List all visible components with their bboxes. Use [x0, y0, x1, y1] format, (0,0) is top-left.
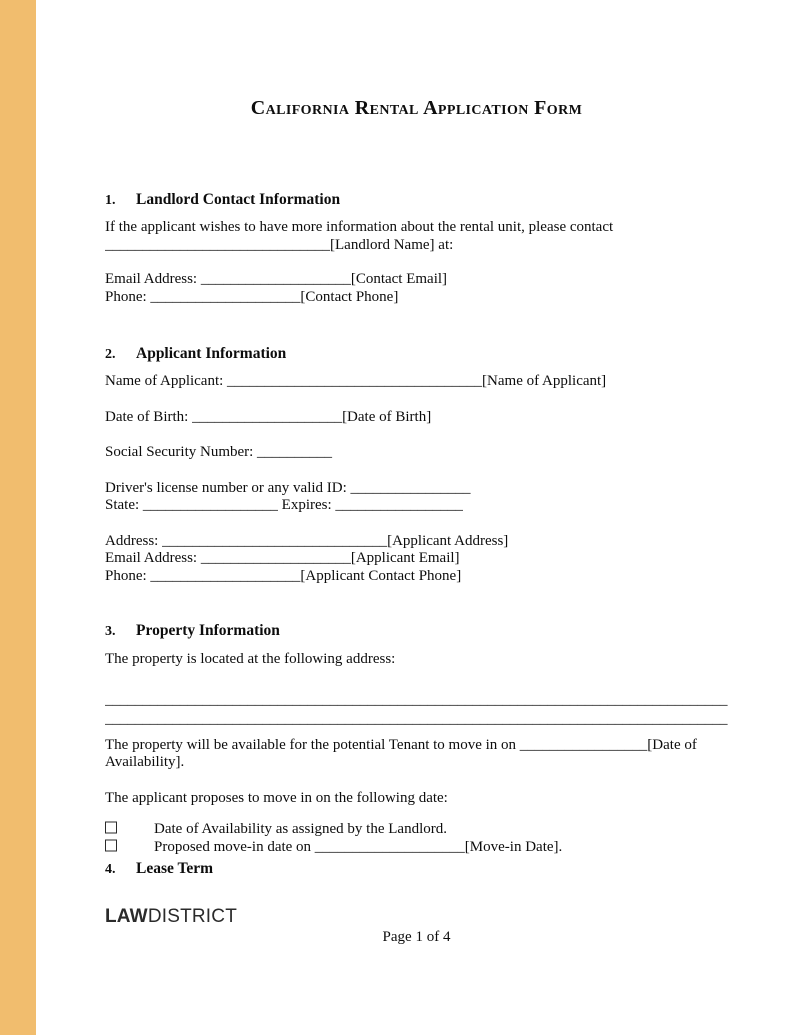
section-2-title: Applicant Information [136, 345, 287, 362]
section-3-number: 3. [105, 624, 116, 639]
document-title: California Rental Application Form [250, 97, 583, 119]
landlord-intro-line-1: If the applicant wishes to have more information about the rental unit, please contact [105, 219, 614, 235]
logo-district-text: DISTRICT [147, 906, 238, 927]
logo-law-text: LAW [105, 906, 148, 927]
page-number: Page 1 of 4 [382, 929, 451, 945]
proposed-date-option-label: Proposed move-in date on ____________________[Move-in Date]. [154, 838, 563, 855]
section-3-heading [105, 621, 728, 641]
applicant-phone-field-line: Phone: ____________________[Applicant Contact Phone] [105, 567, 462, 584]
landlord-email-field-line: Email Address: ____________________[Contact Email] [105, 271, 448, 287]
drivers-license-field-line: Driver's license number or any valid ID: ________________ [105, 479, 471, 496]
left-accent-stripe [0, 0, 36, 1035]
landlord-name-blank-line: ______________________________[Landlord Name] at: [105, 236, 454, 253]
lawdistrict-logo [105, 907, 728, 926]
landlord-contact-block [105, 271, 728, 306]
ssn-field-line: Social Security Number: __________ [105, 444, 333, 460]
applicant-email-field-line: Email Address: ____________________[Applicant Email] [105, 550, 460, 566]
section-1-number: 1. [105, 193, 116, 208]
section-2-number: 2. [105, 347, 116, 362]
availability-option-row [105, 821, 728, 839]
section-1-heading [105, 190, 728, 210]
applicant-address-field-line: Address: ______________________________[Applicant Address] [105, 532, 509, 549]
state-expires-field-line: State: __________________ Expires: _________________ [105, 497, 463, 513]
property-address-blank-line-1: ___________________________________________________________________________________ [105, 691, 728, 708]
section-1-title: Landlord Contact Information [136, 191, 341, 208]
property-address-blank-line-2: ___________________________________________________________________________________ [105, 710, 728, 727]
document-page [36, 0, 800, 1035]
availability-paragraph [105, 737, 728, 772]
availability-line-2: Availability]. [105, 754, 185, 770]
move-in-options-list [105, 821, 728, 856]
section-3-title: Property Information [136, 622, 280, 639]
property-address-blank-lines [105, 691, 728, 729]
section-4-heading [105, 859, 728, 879]
section-4-title: Lease Term [136, 860, 214, 877]
availability-line-1: The property will be available for the potential Tenant to move in on _________________[Date of [105, 736, 697, 753]
applicant-name-field-line: Name of Applicant: __________________________________[Name of Applicant] [105, 373, 607, 389]
proposed-date-option-row [105, 839, 728, 857]
availability-option-label: Date of Availability as assigned by the Landlord. [154, 821, 447, 837]
availability-option-checkbox[interactable] [105, 822, 117, 834]
proposed-date-option-checkbox[interactable] [105, 839, 117, 851]
section-4-number: 4. [105, 862, 116, 877]
applicant-contact-block [105, 533, 728, 586]
date-of-birth-field-line: Date of Birth: ____________________[Date of Birth] [105, 408, 432, 425]
landlord-phone-field-line: Phone: ____________________[Contact Phone] [105, 288, 399, 305]
license-block [105, 480, 728, 515]
section-2-heading [105, 344, 728, 364]
property-address-intro-line: The property is located at the following address: [105, 651, 396, 667]
move-in-proposal-line: The applicant proposes to move in on the following date: [105, 789, 448, 806]
landlord-intro-paragraph [105, 219, 728, 254]
